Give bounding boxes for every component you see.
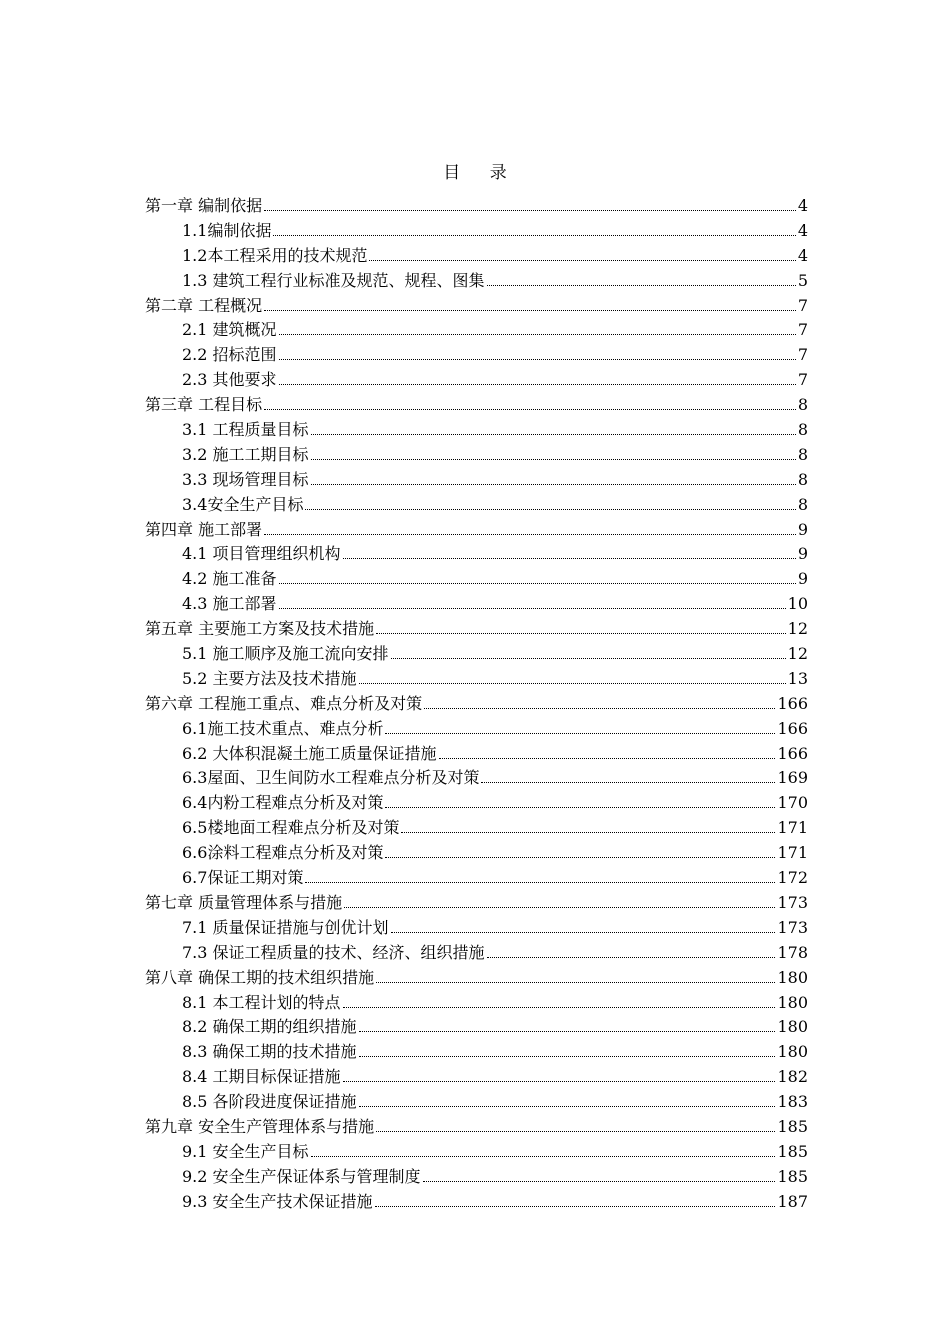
dot-leader: [385, 807, 775, 808]
toc-entry-page-number: 173: [777, 917, 808, 937]
toc-entry-page-number: 8: [797, 420, 808, 440]
toc-entry-page-number: 180: [777, 992, 808, 1012]
toc-entry-label: 4.1 项目管理组织机构: [182, 544, 341, 564]
toc-entry-label: 5.2 主要方法及技术措施: [182, 668, 357, 688]
toc-section-entry[interactable]: [145, 642, 808, 667]
dot-leader: [391, 932, 776, 933]
toc-entry-page-number: 166: [777, 743, 808, 763]
toc-section-entry[interactable]: [145, 1165, 808, 1190]
toc-entry-page-number: 9: [797, 569, 808, 589]
toc-entry-page-number: 12: [787, 644, 808, 664]
toc-entry-page-number: 8: [797, 395, 808, 415]
toc-section-entry[interactable]: [145, 742, 808, 767]
toc-chapter-entry[interactable]: [145, 194, 808, 219]
dot-leader: [264, 534, 796, 535]
toc-entry-page-number: 183: [777, 1092, 808, 1112]
toc-entry-page-number: 171: [777, 818, 808, 838]
dot-leader: [305, 882, 775, 883]
toc-section-entry[interactable]: [145, 443, 808, 468]
toc-entry-label: 第七章 质量管理体系与措施: [145, 892, 343, 912]
toc-entry-label: 第四章 施工部署: [145, 519, 263, 539]
toc-entry-label: 4.3 施工部署: [182, 594, 277, 614]
dot-leader: [273, 235, 795, 236]
toc-entry-label: 5.1 施工顺序及施工流向安排: [182, 644, 389, 664]
toc-entry-label: 6.2 大体积混凝土施工质量保证措施: [182, 743, 437, 763]
toc-section-entry[interactable]: [145, 941, 808, 966]
toc-entry-label: 第三章 工程目标: [145, 395, 263, 415]
toc-entry-label: 1.3 建筑工程行业标准及规范、规程、图集: [182, 270, 485, 290]
toc-entry-label: 3.2 施工工期目标: [182, 444, 309, 464]
toc-entry-page-number: 8: [797, 444, 808, 464]
toc-section-entry[interactable]: [145, 542, 808, 567]
toc-entry-label: 9.1 安全生产目标: [182, 1141, 309, 1161]
toc-entry-label: 6.5楼地面工程难点分析及对策: [182, 818, 400, 838]
dot-leader: [439, 758, 776, 759]
toc-entry-label: 第二章 工程概况: [145, 295, 263, 315]
toc-title: 目 录: [443, 163, 519, 183]
toc-section-entry[interactable]: [145, 991, 808, 1016]
toc-section-entry[interactable]: [145, 567, 808, 592]
toc-entry-page-number: 185: [777, 1141, 808, 1161]
toc-section-entry[interactable]: [145, 219, 808, 244]
toc-entry-label: 8.2 确保工期的组织措施: [182, 1017, 357, 1037]
toc-entry-label: 2.2 招标范围: [182, 345, 277, 365]
dot-leader: [343, 1007, 776, 1008]
toc-entry-page-number: 7: [797, 295, 808, 315]
dot-leader: [344, 907, 775, 908]
toc-entry-label: 2.3 其他要求: [182, 370, 277, 390]
toc-entry-page-number: 180: [777, 1042, 808, 1062]
toc-section-entry[interactable]: [145, 766, 808, 791]
dot-leader: [375, 1206, 776, 1207]
toc-entry-page-number: 166: [777, 718, 808, 738]
toc-entry-label: 第五章 主要施工方案及技术措施: [145, 619, 375, 639]
dot-leader: [391, 658, 786, 659]
toc-section-entry[interactable]: [145, 717, 808, 742]
dot-leader: [424, 708, 775, 709]
toc-entry-label: 3.1 工程质量目标: [182, 420, 309, 440]
toc-section-entry[interactable]: [145, 667, 808, 692]
toc-entry-page-number: 8: [797, 469, 808, 489]
toc-entry-page-number: 9: [797, 544, 808, 564]
toc-section-entry[interactable]: [145, 791, 808, 816]
toc-entry-page-number: 8: [797, 494, 808, 514]
toc-entry-page-number: 187: [777, 1191, 808, 1211]
dot-leader: [385, 857, 775, 858]
toc-section-entry[interactable]: [145, 1065, 808, 1090]
dot-leader: [311, 459, 796, 460]
dot-leader: [359, 1031, 776, 1032]
toc-chapter-entry[interactable]: [145, 1115, 808, 1140]
toc-entry-page-number: 180: [777, 1017, 808, 1037]
toc-entry-page-number: 166: [777, 693, 808, 713]
toc-chapter-entry[interactable]: [145, 891, 808, 916]
toc-entry-label: 7.1 质量保证措施与创优计划: [182, 917, 389, 937]
toc-chapter-entry[interactable]: [145, 966, 808, 991]
toc-entry-label: 第一章 编制依据: [145, 196, 263, 215]
toc-entry-label: 8.1 本工程计划的特点: [182, 992, 341, 1012]
dot-leader: [264, 409, 796, 410]
toc-entry-page-number: 5: [797, 270, 808, 290]
dot-leader: [376, 1131, 775, 1132]
toc-entry-label: 6.1施工技术重点、难点分析: [182, 718, 384, 738]
toc-entry-page-number: 172: [777, 868, 808, 888]
toc-entry-page-number: 185: [777, 1166, 808, 1186]
toc-entry-page-number: 7: [797, 370, 808, 390]
toc-entry-page-number: 7: [797, 345, 808, 365]
toc-section-entry[interactable]: [145, 343, 808, 368]
dot-leader: [311, 434, 796, 435]
toc-entry-page-number: 170: [777, 793, 808, 813]
toc-entry-label: 9.3 安全生产技术保证措施: [182, 1191, 373, 1211]
toc-entry-page-number: 169: [777, 768, 808, 788]
toc-entry-page-number: 173: [777, 892, 808, 912]
toc-section-entry[interactable]: [145, 1040, 808, 1065]
dot-leader: [343, 558, 796, 559]
toc-entry-label: 1.2本工程采用的技术规范: [182, 245, 368, 265]
dot-leader: [487, 957, 776, 958]
dot-leader: [376, 982, 775, 983]
dot-leader: [311, 1156, 776, 1157]
toc-entry-label: 4.2 施工准备: [182, 569, 277, 589]
toc-entry-page-number: 182: [777, 1067, 808, 1087]
toc-entry-page-number: 4: [797, 220, 808, 240]
dot-leader: [376, 633, 786, 634]
toc-entry-label: 9.2 安全生产保证体系与管理制度: [182, 1166, 421, 1186]
dot-leader: [279, 583, 796, 584]
toc-entry-page-number: 171: [777, 843, 808, 863]
toc-entry-label: 8.3 确保工期的技术措施: [182, 1042, 357, 1062]
toc-entry-label: 6.7保证工期对策: [182, 868, 304, 888]
dot-leader: [359, 683, 786, 684]
toc-chapter-entry[interactable]: [145, 393, 808, 418]
toc-section-entry[interactable]: [145, 592, 808, 617]
dot-leader: [279, 334, 796, 335]
toc-section-entry[interactable]: [145, 916, 808, 941]
toc-entry-label: 6.3屋面、卫生间防水工程难点分析及对策: [182, 768, 480, 788]
toc-entry-label: 7.3 保证工程质量的技术、经济、组织措施: [182, 942, 485, 962]
toc-section-entry[interactable]: [145, 468, 808, 493]
toc-entry-label: 3.3 现场管理目标: [182, 469, 309, 489]
dot-leader: [359, 1056, 776, 1057]
toc-section-entry[interactable]: [145, 418, 808, 443]
toc-entry-label: 第八章 确保工期的技术组织措施: [145, 967, 375, 987]
toc-section-entry[interactable]: [145, 1015, 808, 1040]
toc-entry-page-number: 185: [777, 1116, 808, 1136]
toc-entry-page-number: 7: [797, 320, 808, 340]
dot-leader: [264, 210, 796, 211]
dot-leader: [279, 359, 796, 360]
table-of-contents: [145, 194, 808, 1215]
toc-entry-page-number: 10: [787, 594, 808, 614]
toc-section-entry[interactable]: [145, 368, 808, 393]
toc-section-entry[interactable]: [145, 866, 808, 891]
toc-section-entry[interactable]: [145, 841, 808, 866]
toc-entry-page-number: 13: [787, 668, 808, 688]
toc-entry-label: 8.5 各阶段进度保证措施: [182, 1092, 357, 1112]
dot-leader: [305, 509, 795, 510]
dot-leader: [279, 384, 796, 385]
toc-entry-label: 8.4 工期目标保证措施: [182, 1067, 341, 1087]
dot-leader: [264, 310, 796, 311]
toc-section-entry[interactable]: [145, 493, 808, 518]
toc-section-entry[interactable]: [145, 816, 808, 841]
toc-chapter-entry[interactable]: [145, 294, 808, 319]
toc-entry-label: 6.4内粉工程难点分析及对策: [182, 793, 384, 813]
toc-entry-page-number: 9: [797, 519, 808, 539]
dot-leader: [359, 1106, 776, 1107]
toc-entry-label: 1.1编制依据: [182, 220, 272, 240]
toc-chapter-entry[interactable]: [145, 617, 808, 642]
dot-leader: [423, 1181, 776, 1182]
toc-entry-page-number: 4: [797, 196, 808, 215]
dot-leader: [487, 285, 796, 286]
toc-entry-label: 第六章 工程施工重点、难点分析及对策: [145, 693, 423, 713]
toc-chapter-entry[interactable]: [145, 518, 808, 543]
dot-leader: [369, 260, 795, 261]
toc-entry-page-number: 178: [777, 942, 808, 962]
dot-leader: [385, 733, 775, 734]
toc-entry-label: 3.4安全生产目标: [182, 494, 304, 514]
toc-section-entry[interactable]: [145, 1140, 808, 1165]
toc-section-entry[interactable]: [145, 269, 808, 294]
toc-section-entry[interactable]: [145, 1090, 808, 1115]
toc-entry-page-number: 4: [797, 245, 808, 265]
toc-entry-page-number: 180: [777, 967, 808, 987]
toc-entry-label: 6.6涂料工程难点分析及对策: [182, 843, 384, 863]
toc-entry-label: 第九章 安全生产管理体系与措施: [145, 1116, 375, 1136]
toc-section-entry[interactable]: [145, 1190, 808, 1215]
toc-entry-label: 2.1 建筑概况: [182, 320, 277, 340]
dot-leader: [481, 782, 775, 783]
dot-leader: [279, 608, 786, 609]
dot-leader: [401, 832, 775, 833]
toc-section-entry[interactable]: [145, 244, 808, 269]
toc-section-entry[interactable]: [145, 318, 808, 343]
dot-leader: [343, 1081, 776, 1082]
toc-chapter-entry[interactable]: [145, 692, 808, 717]
toc-entry-page-number: 12: [787, 619, 808, 639]
dot-leader: [311, 484, 796, 485]
